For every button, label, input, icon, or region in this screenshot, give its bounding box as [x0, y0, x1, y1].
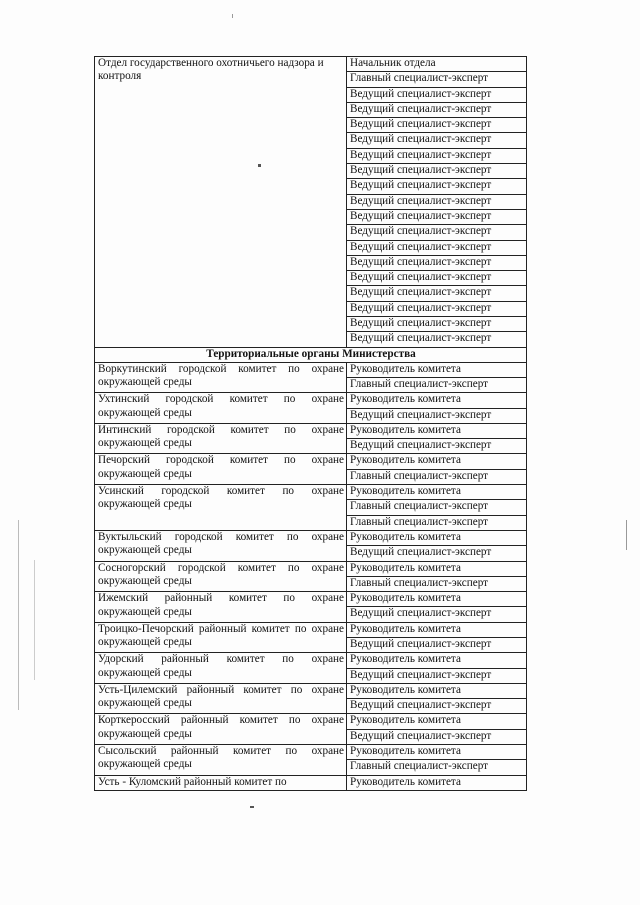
position-cell: Ведущий специалист-эксперт	[347, 286, 527, 301]
table-row	[95, 485, 527, 500]
committee-name: Сысольский районный комитет по охране окружающей среды	[95, 745, 347, 776]
table-row	[95, 714, 527, 729]
committee-name: Воркутинский городской комитет по охране окружающей среды	[95, 362, 347, 393]
position-cell: Ведущий специалист-эксперт	[347, 271, 527, 286]
position-cell: Начальник отдела	[347, 57, 527, 72]
position-cell: Руководитель комитета	[347, 622, 527, 637]
table-row	[95, 454, 527, 469]
committee-name: Корткеросский районный комитет по охране окружающей среды	[95, 714, 347, 745]
position-cell: Руководитель комитета	[347, 362, 527, 377]
position-cell: Ведущий специалист-эксперт	[347, 317, 527, 332]
table-row	[95, 57, 527, 72]
position-cell: Руководитель комитета	[347, 653, 527, 668]
committee-name: Усинский городской комитет по охране окружающей среды	[95, 485, 347, 531]
committee-name: Интинский городской комитет по охране окружающей среды	[95, 423, 347, 454]
scan-edge-line	[626, 520, 627, 550]
table-row	[95, 592, 527, 607]
table-row	[95, 362, 527, 377]
table-row	[95, 745, 527, 760]
position-cell: Ведущий специалист-эксперт	[347, 729, 527, 744]
table-row	[95, 622, 527, 637]
committee-name: Печорский городской комитет по охране окружающей среды	[95, 454, 347, 485]
committee-name: Усть - Куломский районный комитет по	[95, 775, 347, 790]
position-cell: Ведущий специалист-эксперт	[347, 408, 527, 423]
staff-table	[94, 56, 527, 791]
position-cell: Руководитель комитета	[347, 530, 527, 545]
position-cell: Ведущий специалист-эксперт	[347, 87, 527, 102]
position-cell: Главный специалист-эксперт	[347, 377, 527, 392]
department-name: Отдел государственного охотничьего надзора и контроля	[95, 57, 347, 348]
position-cell: Главный специалист-эксперт	[347, 760, 527, 775]
scan-edge-line	[34, 560, 35, 680]
position-cell: Ведущий специалист-эксперт	[347, 164, 527, 179]
position-cell: Руководитель комитета	[347, 423, 527, 438]
table-row	[95, 561, 527, 576]
position-cell: Ведущий специалист-эксперт	[347, 255, 527, 270]
position-cell: Ведущий специалист-эксперт	[347, 607, 527, 622]
position-cell: Руководитель комитета	[347, 683, 527, 698]
position-cell: Ведущий специалист-эксперт	[347, 699, 527, 714]
table-row	[95, 653, 527, 668]
table-row	[95, 393, 527, 408]
table-row	[95, 423, 527, 438]
position-cell: Руководитель комитета	[347, 592, 527, 607]
position-cell: Ведущий специалист-эксперт	[347, 668, 527, 683]
position-cell: Ведущий специалист-эксперт	[347, 194, 527, 209]
committee-name: Удорский районный комитет по охране окружающей среды	[95, 653, 347, 684]
committee-name: Вуктыльский городской комитет по охране окружающей среды	[95, 530, 347, 561]
position-cell: Ведущий специалист-эксперт	[347, 133, 527, 148]
section-row	[95, 347, 527, 362]
position-cell: Ведущий специалист-эксперт	[347, 225, 527, 240]
position-cell: Ведущий специалист-эксперт	[347, 240, 527, 255]
position-cell: Ведущий специалист-эксперт	[347, 637, 527, 652]
table-row	[95, 530, 527, 545]
staff-table-body	[95, 57, 527, 791]
position-cell: Руководитель комитета	[347, 561, 527, 576]
position-cell: Главный специалист-эксперт	[347, 500, 527, 515]
position-cell: Главный специалист-эксперт	[347, 515, 527, 530]
position-cell: Ведущий специалист-эксперт	[347, 439, 527, 454]
committee-name: Усть-Цилемский районный комитет по охране окружающей среды	[95, 683, 347, 714]
scan-edge-line	[18, 520, 19, 710]
position-cell: Ведущий специалист-эксперт	[347, 332, 527, 347]
position-cell: Ведущий специалист-эксперт	[347, 102, 527, 117]
position-cell: Ведущий специалист-эксперт	[347, 179, 527, 194]
position-cell: Руководитель комитета	[347, 485, 527, 500]
position-cell: Руководитель комитета	[347, 454, 527, 469]
position-cell: Ведущий специалист-эксперт	[347, 209, 527, 224]
position-cell: Руководитель комитета	[347, 393, 527, 408]
position-cell: Ведущий специалист-эксперт	[347, 301, 527, 316]
scan-speck	[232, 14, 233, 18]
position-cell: Руководитель комитета	[347, 745, 527, 760]
position-cell: Руководитель комитета	[347, 714, 527, 729]
scan-speck	[258, 164, 261, 167]
scan-speck	[250, 806, 254, 808]
position-cell: Главный специалист-эксперт	[347, 72, 527, 87]
committee-name: Ухтинский городской комитет по охране окружающей среды	[95, 393, 347, 424]
committee-name: Ижемский районный комитет по охране окружающей среды	[95, 592, 347, 623]
table-row	[95, 775, 527, 790]
position-cell: Ведущий специалист-эксперт	[347, 148, 527, 163]
position-cell: Главный специалист-эксперт	[347, 576, 527, 591]
position-cell: Руководитель комитета	[347, 775, 527, 790]
committee-name: Сосногорский городской комитет по охране окружающей среды	[95, 561, 347, 592]
table-row	[95, 683, 527, 698]
position-cell: Ведущий специалист-эксперт	[347, 118, 527, 133]
position-cell: Ведущий специалист-эксперт	[347, 546, 527, 561]
committee-name: Троицко-Печорский районный комитет по охране окружающей среды	[95, 622, 347, 653]
section-title: Территориальные органы Министерства	[95, 347, 527, 362]
position-cell: Главный специалист-эксперт	[347, 469, 527, 484]
